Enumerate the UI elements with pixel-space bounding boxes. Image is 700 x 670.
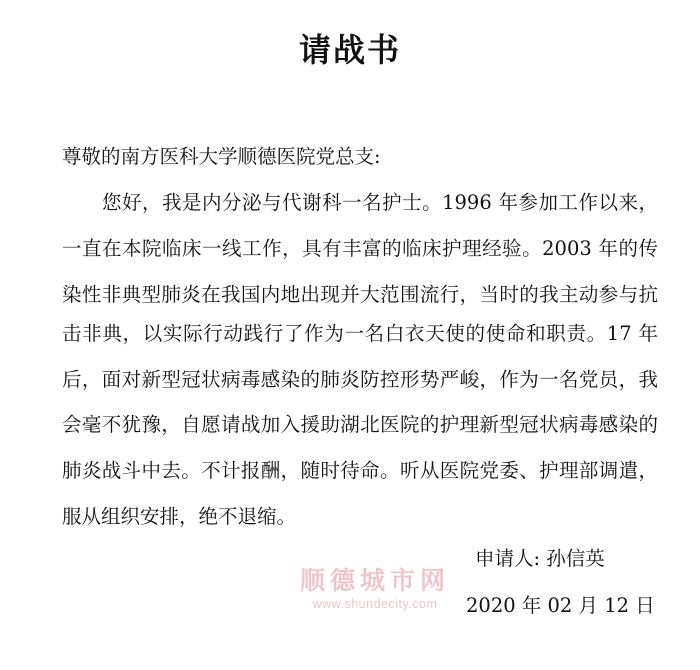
body-line-4: 击非典，以实际行动践行了作为一名白衣天使的使命和职责。17 年 (62, 322, 658, 345)
body-line-6: 会毫不犹豫，自愿请战加入援助湖北医院的护理新型冠状病毒感染的 (62, 413, 658, 436)
watermark-url: www.shundecity.com (312, 597, 438, 611)
document-date: 2020 年 02 月 12 日 (466, 594, 655, 617)
body-line-1: 您好，我是内分泌与代谢科一名护士。1996 年参加工作以来， (102, 191, 658, 214)
watermark (280, 566, 470, 612)
body-line-2: 一直在本院临床一线工作，具有丰富的临床护理经验。2003 年的传 (62, 237, 658, 260)
body-line-3: 染性非典型肺炎在我国内地出现并大范围流行，当时的我主动参与抗 (62, 283, 658, 306)
body-line-5: 后，面对新型冠状病毒感染的肺炎防控形势严峻，作为一名党员，我 (62, 368, 658, 391)
document-title: 请战书 (298, 31, 401, 69)
applicant-signature: 申请人: 孙信英 (475, 547, 605, 570)
watermark-text: 顺德城市网 (299, 566, 450, 595)
body-line-7: 肺炎战斗中去。不计报酬，随时待命。听从医院党委、护理部调遣， (62, 459, 658, 482)
salutation: 尊敬的南方医科大学顺德医院党总支: (62, 145, 381, 168)
body-line-8: 服从组织安排，绝不退缩。 (62, 505, 297, 528)
